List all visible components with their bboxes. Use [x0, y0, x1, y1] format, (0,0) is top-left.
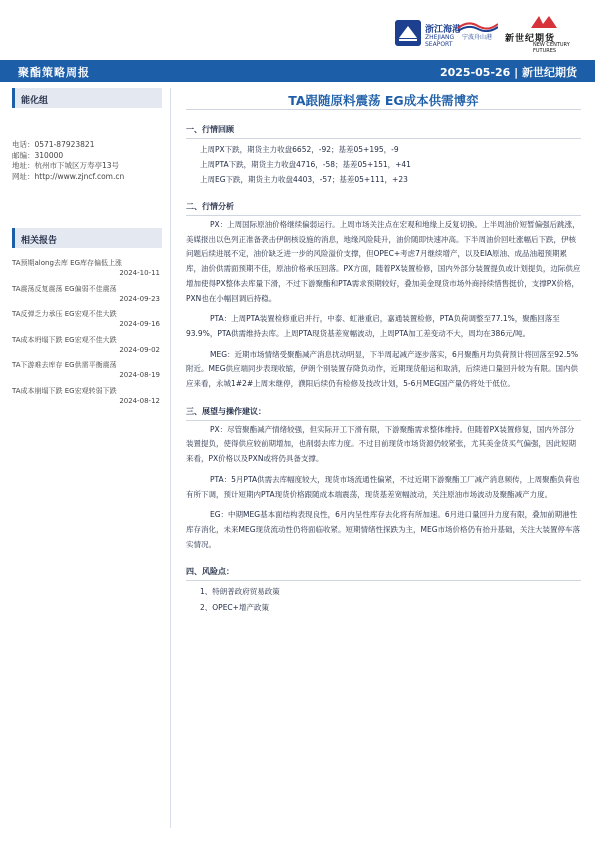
column-divider [170, 88, 171, 828]
related-report-title: TA下游难去库存 EG供需平衡震荡 [12, 361, 117, 369]
section-divider [186, 215, 581, 216]
related-report-item[interactable] [12, 258, 162, 278]
logo-mid-text: 宁波舟山港 [462, 34, 493, 41]
related-report-title: TA震荡反复震荡 EG偏弱不佳震荡 [12, 284, 117, 293]
contact-website[interactable]: 网址：http://www.zjncf.com.cn [12, 171, 125, 181]
related-report-title: TA反弹乏力承压 EG宏观不佳大跌 [12, 310, 117, 318]
risk-list [186, 584, 581, 616]
contact-address: 地址：杭州市下城区万寿亭13号 [12, 161, 120, 170]
related-reports-list [12, 258, 162, 406]
sidebar [12, 88, 162, 411]
related-report-date: 2024-09-02 [119, 345, 160, 354]
review-line-eg: 上周EG下跌，期货主力收盘4403，-57；基差05+111，+23 [200, 175, 408, 184]
contact-postcode: 邮编：310000 [12, 150, 64, 160]
new-century-mark-icon [529, 14, 559, 30]
section-divider [186, 420, 581, 421]
section-analysis: 二、行情分析 [186, 202, 234, 211]
new-century-logo [505, 14, 587, 54]
related-report-item[interactable] [12, 335, 162, 355]
report-date-company: 2025-05-26 | 新世纪期货 [439, 66, 577, 79]
port-wave-icon [458, 20, 498, 32]
section-outlook: 三、展望与操作建议： [186, 406, 266, 416]
related-report-date: 2024-09-16 [119, 320, 160, 328]
report-band [0, 60, 595, 82]
main-content [186, 88, 581, 616]
contact-info [12, 140, 162, 182]
related-report-item[interactable] [12, 284, 162, 304]
logo-zj-sub: ZHEJIANG SEAPORT [425, 34, 455, 48]
related-report-item[interactable] [12, 309, 162, 329]
logo-nc-en: NEW CENTURY FUTURES [533, 42, 570, 54]
related-report-date: 2024-08-12 [119, 396, 160, 405]
analysis-meg: MEG：近期市场情绪受聚酯减产消息扰动明显，下半周起减产逐步落实，6月聚酯月均负荷预计将回落至92.5%附近。MEG供应端同步表现收缩，伊朗个别装置存降负动作，近期现货船运和取消，后续进口量回升较为有限。国内供应来看，永城1#2#上周末继停，濮阳后续仍有检修及技改计划，5-6月MEG国产量仍将处于低位。 [186, 349, 579, 389]
report-title: TA跟随原料震荡 EG成本供需博弈 [186, 88, 581, 110]
section-divider [186, 138, 581, 139]
related-report-date: 2024-10-11 [119, 269, 160, 277]
risk-item: 1、特朗普政府贸易政策 [200, 587, 280, 597]
related-report-date: 2024-08-19 [119, 371, 160, 379]
related-report-title: TA成本坍塌下跌 EG宏观不佳大跌 [12, 335, 117, 344]
contact-phone: 电话：0571-87923821 [12, 140, 95, 149]
related-report-item[interactable] [12, 360, 162, 380]
page-header [0, 0, 595, 60]
outlook-px: PX：尽管聚酯减产情绪较强，但实际开工下滑有限，下游聚酯需求整体维持。但随着PX装置修复，国内外部分装置提负，使得供应较前期增加，也削弱去库力度。不过目前现货市场货源仍较紧张，尤其美金货买气偏强，因此短期来看，PX价格以及PXN或将仍具备支撑。 [186, 424, 576, 464]
market-review-lines [186, 142, 581, 187]
risk-item: 2、OPEC+增产政策 [200, 603, 269, 613]
report-series-title: 聚酯策略周报 [18, 66, 90, 79]
related-reports-heading: 相关报告 [12, 228, 162, 248]
analysis-px: PX：上周国际原油价格继续偏弱运行。上周市场关注点在宏观和地缘上反复切换。上半周油价短暂偏强后跳涨，美媒报出以色列正准备袭击伊朗核设施的消息，地缘风险陡升，油价随即快速冲高。下半周油价回吐涨幅后下跌，伊核问题后续进展不定，油价缺乏进一步的风险溢价支撑，但OPEC+考虑7月继续增产，以及EIA原油、成品油超预期累库，油价供需面预期不佳，原油价格承压回落。PX方面，随着PX装置检修，国内外部分装置提负或计划提负，边际供应增加使得PX整体去库量下滑，不过下游聚酯和PTA需求预期较好，叠加美金现货市场外商持续惜售挺价，支撑PX价格，PXN也在小幅回调后持稳。 [186, 220, 581, 303]
logo-nc-cn: 新世纪期货 [505, 34, 556, 44]
related-report-item[interactable] [12, 386, 162, 406]
review-line-pta: 上周PTA下跌，期货主力收盘4716，-58；基差05+151，+41 [200, 160, 411, 169]
related-report-title: TA成本崩塌下跌 EG宏观转弱下跌 [12, 386, 117, 395]
outlook-eg: EG：中期MEG基本面结构表现良性，6月内呈性库存去化将有所加速。6月进口量回升力度有限，叠加前期港性库存消化，未来MEG现货流动性仍将面临收紧。短期情绪性探跌为主，MEG市场价格仍有抬升基础，关注大装置停车落实情况。 [186, 510, 581, 549]
section-market-review: 一、行情回顾 [186, 125, 234, 134]
team-heading: 能化组 [12, 88, 162, 108]
outlook-pta: PTA：5月PTA供需去库幅度较大，现货市场流通性偏紧，不过近期下游聚酯工厂减产消息频传，上周聚酯负荷也有所下调，预计短期内PTA现货价格跟随成本端震荡，现货基差宽幅波动，关注原油市场波动及聚酯减产力度。 [186, 474, 580, 499]
related-report-date: 2024-09-23 [119, 294, 160, 303]
logo-zj-name: 浙江海港 [425, 25, 462, 35]
section-divider [186, 580, 581, 581]
seaport-emblem-icon [395, 20, 421, 46]
section-risks: 四、风险点： [186, 567, 234, 577]
ningbo-port-logo [448, 20, 500, 46]
review-line-px: 上周PX下跌，期货主力收盘6652，-92；基差05+195，-9 [200, 145, 399, 154]
analysis-pta: PTA：上周PTA装置检修重启并行，中泰、虹港重启，嘉通装置检修，PTA负荷调整至77.1%，聚酯回落至93.9%，PTA供需维持去库。上周PTA现货基差宽幅波动，上周PTA加工差变动不大，周均在386元/吨。 [186, 314, 560, 338]
related-report-title: TA预期along去库 EG库存偏低上涨 [12, 259, 122, 267]
